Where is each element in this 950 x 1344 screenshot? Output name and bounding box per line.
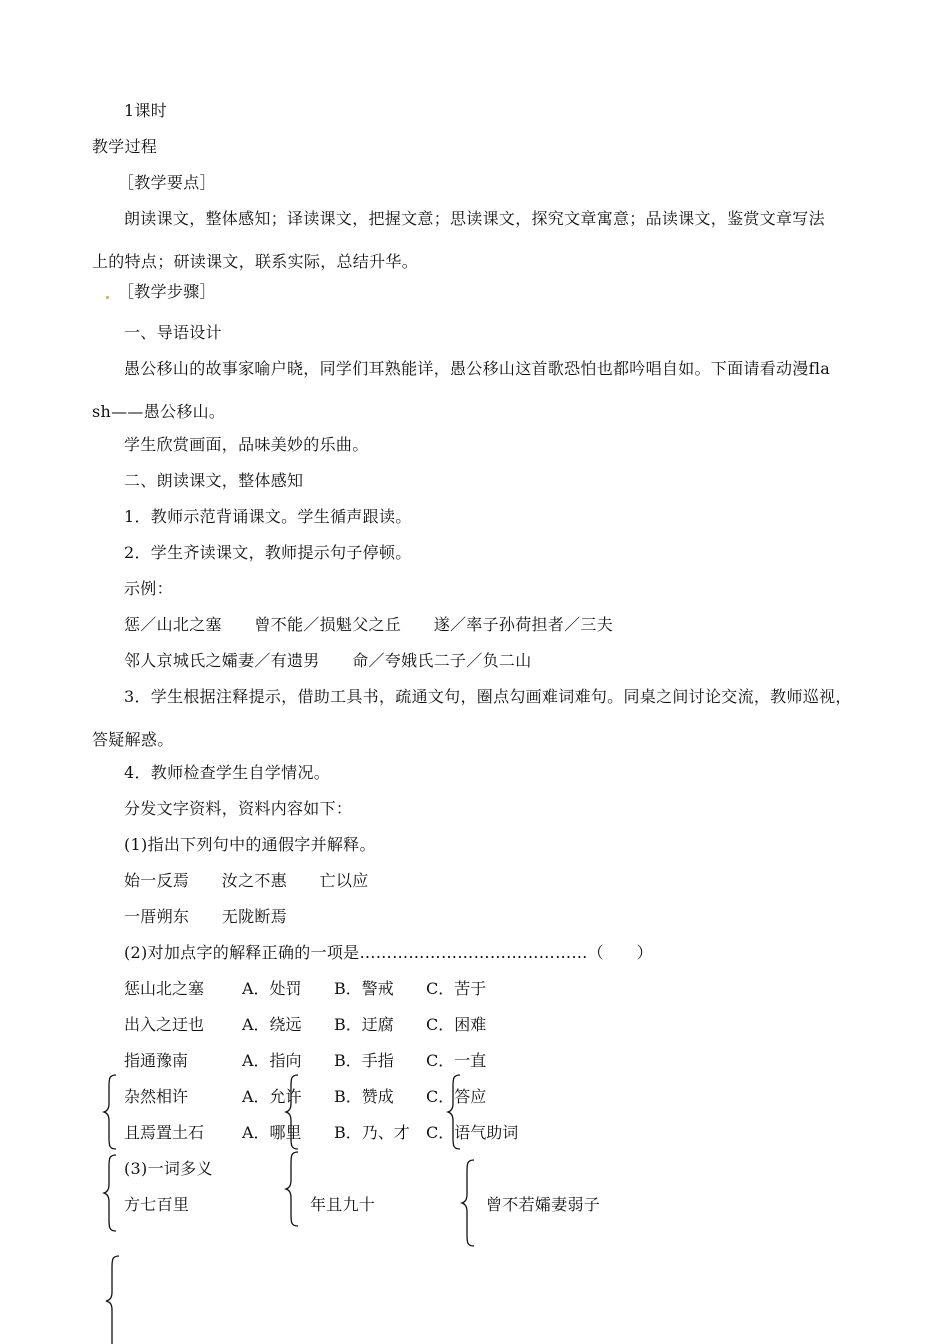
paragraph-intro-line1: 愚公移山的故事家喻户晓，同学们耳熟能详，愚公移山这首歌恐怕也都吟唱自如。下面请看动漫fla [124, 359, 831, 378]
question-1-heading: (1)指出下列句中的通假字并解释。 [124, 835, 376, 854]
choice-option-a: A．绕远 [242, 1015, 302, 1034]
polysemy-item-3: 曾不若孀妻弱子 [486, 1195, 601, 1214]
question-2-heading: (2)对加点字的解释正确的一项是……………………………………（ ） [124, 943, 653, 962]
curly-brace-polysemy-3 [460, 1158, 476, 1248]
section-heading-teaching-process: 教学过程 [92, 137, 158, 156]
curly-brace-polysemy-2 [284, 1150, 300, 1228]
heading-intro-design: 一、导语设计 [124, 323, 222, 342]
choice-option-b: B．手指 [334, 1051, 394, 1070]
subheading-teaching-steps: ［教学步骤］ [118, 282, 216, 301]
paragraph-teaching-points-line1: 朗读课文，整体感知；译读课文，把握文意；思读课文，探究文章寓意；品读课文，鉴赏文章写法 [124, 209, 825, 228]
paragraph-student-appreciation: 学生欣赏画面，品味美妙的乐曲。 [124, 435, 369, 454]
choice-option-c: C．答应 [426, 1087, 487, 1106]
decorative-dot [106, 296, 109, 299]
choice-option-b: B．乃、才 [334, 1123, 410, 1142]
question-1-items-row1: 始一反焉 汝之不惠 亡以应 [124, 871, 369, 890]
choice-stem: 且焉置土石 [124, 1123, 205, 1142]
handout-intro: 分发文字资料，资料内容如下： [124, 799, 353, 818]
choice-option-a: A．指向 [242, 1051, 302, 1070]
choice-stem: 指通豫南 [124, 1051, 189, 1070]
choice-stem: 出入之迂也 [124, 1015, 205, 1034]
step-3-line2: 答疑解惑。 [92, 730, 174, 749]
heading-reading-aloud: 二、朗读课文，整体感知 [124, 471, 304, 490]
question-3-heading: (3)一词多义 [124, 1159, 213, 1178]
step-4: 4．教师检查学生自学情况。 [124, 763, 331, 782]
choice-option-b: B．赞成 [334, 1087, 394, 1106]
polysemy-item-1: 方七百里 [124, 1195, 190, 1214]
step-2: 2．学生齐读课文，教师提示句子停顿。 [124, 543, 412, 562]
choice-option-c: C．一直 [426, 1051, 487, 1070]
subheading-teaching-points: ［教学要点］ [118, 173, 216, 192]
step-1: 1．教师示范背诵课文。学生循声跟读。 [124, 507, 412, 526]
example-label: 示例： [124, 579, 173, 598]
choice-option-a: A．处罚 [242, 979, 302, 998]
choice-stem: 惩山北之塞 [124, 979, 205, 998]
choice-option-c: C．困难 [426, 1015, 487, 1034]
curly-brace-polysemy-1 [102, 1153, 118, 1233]
curly-brace-choices-mid [284, 1073, 300, 1151]
choice-option-c: C．语气助词 [426, 1123, 519, 1142]
example-pauses-line2: 邻人京城氏之孀妻／有遗男 命／夸娥氏二子／负二山 [124, 651, 532, 670]
choice-option-b: B．警戒 [334, 979, 394, 998]
choice-stem: 杂然相许 [124, 1087, 189, 1106]
polysemy-item-2: 年且九十 [310, 1195, 376, 1214]
paragraph-teaching-points-line2: 上的特点；研读课文，联系实际，总结升华。 [92, 252, 419, 271]
step-3-line1: 3．学生根据注释提示，借助工具书，疏通文句，圈点勾画难词难句。同桌之间讨论交流，教师巡视， [124, 687, 852, 706]
paragraph-intro-line2: sh——愚公移山。 [92, 402, 226, 421]
choice-option-a: A．哪里 [242, 1123, 302, 1142]
choice-option-b: B．迂腐 [334, 1015, 394, 1034]
curly-brace-choices-right [446, 1073, 462, 1151]
lesson-duration: 1课时 [124, 101, 168, 120]
example-pauses-line1: 惩／山北之塞 曾不能／损魁父之丘 遂／率子孙荷担者／三夫 [124, 615, 614, 634]
curly-brace-choices-left [102, 1073, 118, 1151]
curly-brace-bottom [104, 1254, 122, 1344]
question-1-items-row2: 一厝朔东 无陇断焉 [124, 907, 288, 926]
choice-option-c: C．苦于 [426, 979, 487, 998]
choice-option-a: A．允许 [242, 1087, 302, 1106]
